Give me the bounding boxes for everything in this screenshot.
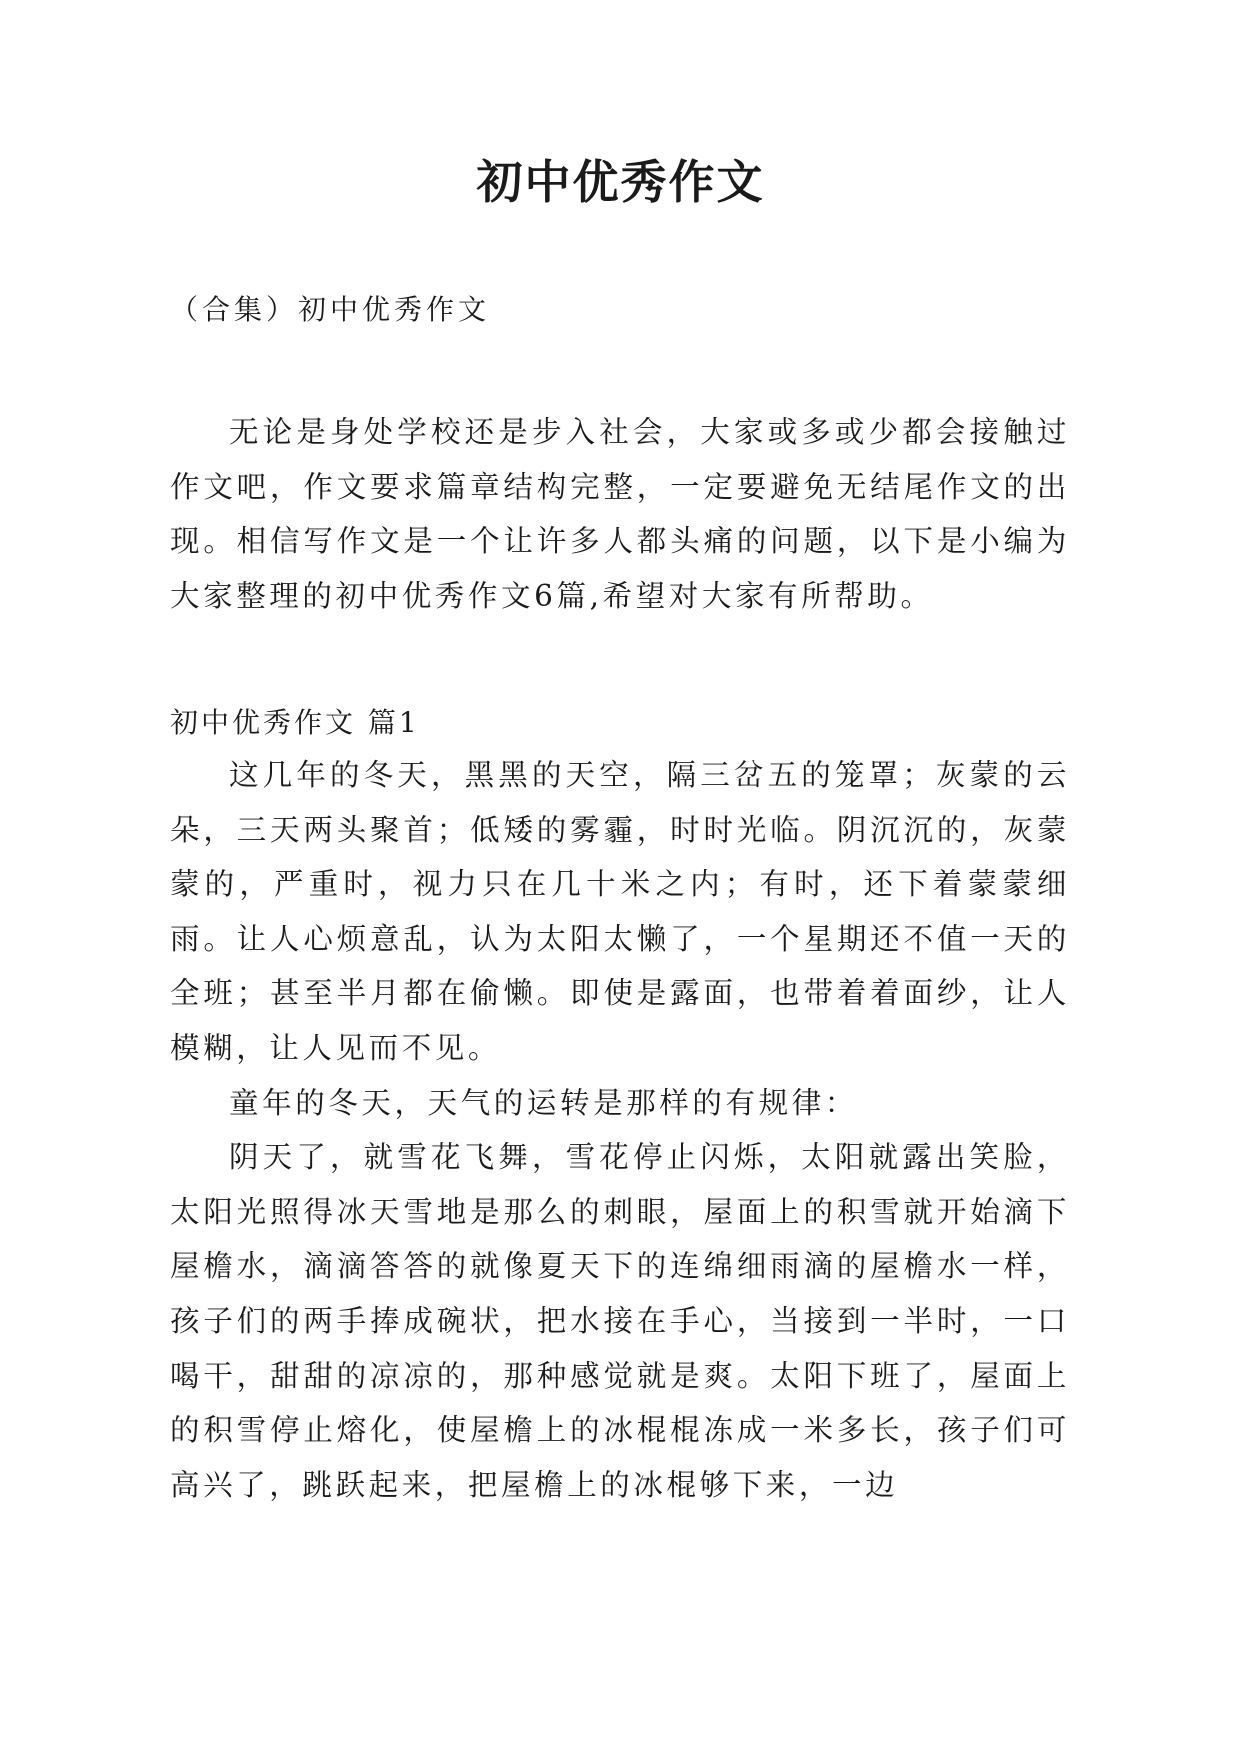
essay-body [170, 748, 1070, 1512]
document-subtitle: （合集）初中优秀作文 [170, 293, 491, 326]
intro-paragraph: 无论是身处学校还是步入社会，大家或多或少都会接触过作文吧，作文要求篇章结构完整，一定要避免无结尾作文的出现。相信写作文是一个让许多人都头痛的问题，以下是小编为大家整理的初中优秀作文6篇,希望对大家有所帮助。 [170, 415, 1070, 613]
intro-section [170, 405, 1070, 623]
document-title: 初中优秀作文 [476, 155, 765, 209]
essay-paragraph-3: 阴天了，就雪花飞舞，雪花停止闪烁，太阳就露出笑脸，太阳光照得冰天雪地是那么的刺眼，屋面上的积雪就开始滴下屋檐水，滴滴答答的就像夏天下的连绵细雨滴的屋檐水一样，孩子们的两手捧成碗状，把水接在手心，当接到一半时，一口喝干，甜甜的凉凉的，那种感觉就是爽。太阳下班了，屋面上的积雪停止熔化，使屋檐上的冰棍棍冻成一米多长，孩子们可高兴了，跳跃起来，把屋檐上的冰棍够下来，一边 [170, 1140, 1070, 1502]
essay-paragraph-1: 这几年的冬天，黑黑的天空，隔三岔五的笼罩；灰蒙的云朵，三天两头聚首；低矮的雾霾，时时光临。阴沉沉的，灰蒙蒙的，严重时，视力只在几十米之内；有时，还下着蒙蒙细雨。让人心烦意乱，认为太阳太懒了，一个星期还不值一天的全班；甚至半月都在偷懒。即使是露面，也带着着面纱，让人模糊，让人见而不见。 [170, 758, 1070, 1065]
section-heading: 初中优秀作文 篇1 [170, 706, 420, 739]
essay-paragraph-2: 童年的冬天，天气的运转是那样的有规律： [229, 1085, 858, 1120]
